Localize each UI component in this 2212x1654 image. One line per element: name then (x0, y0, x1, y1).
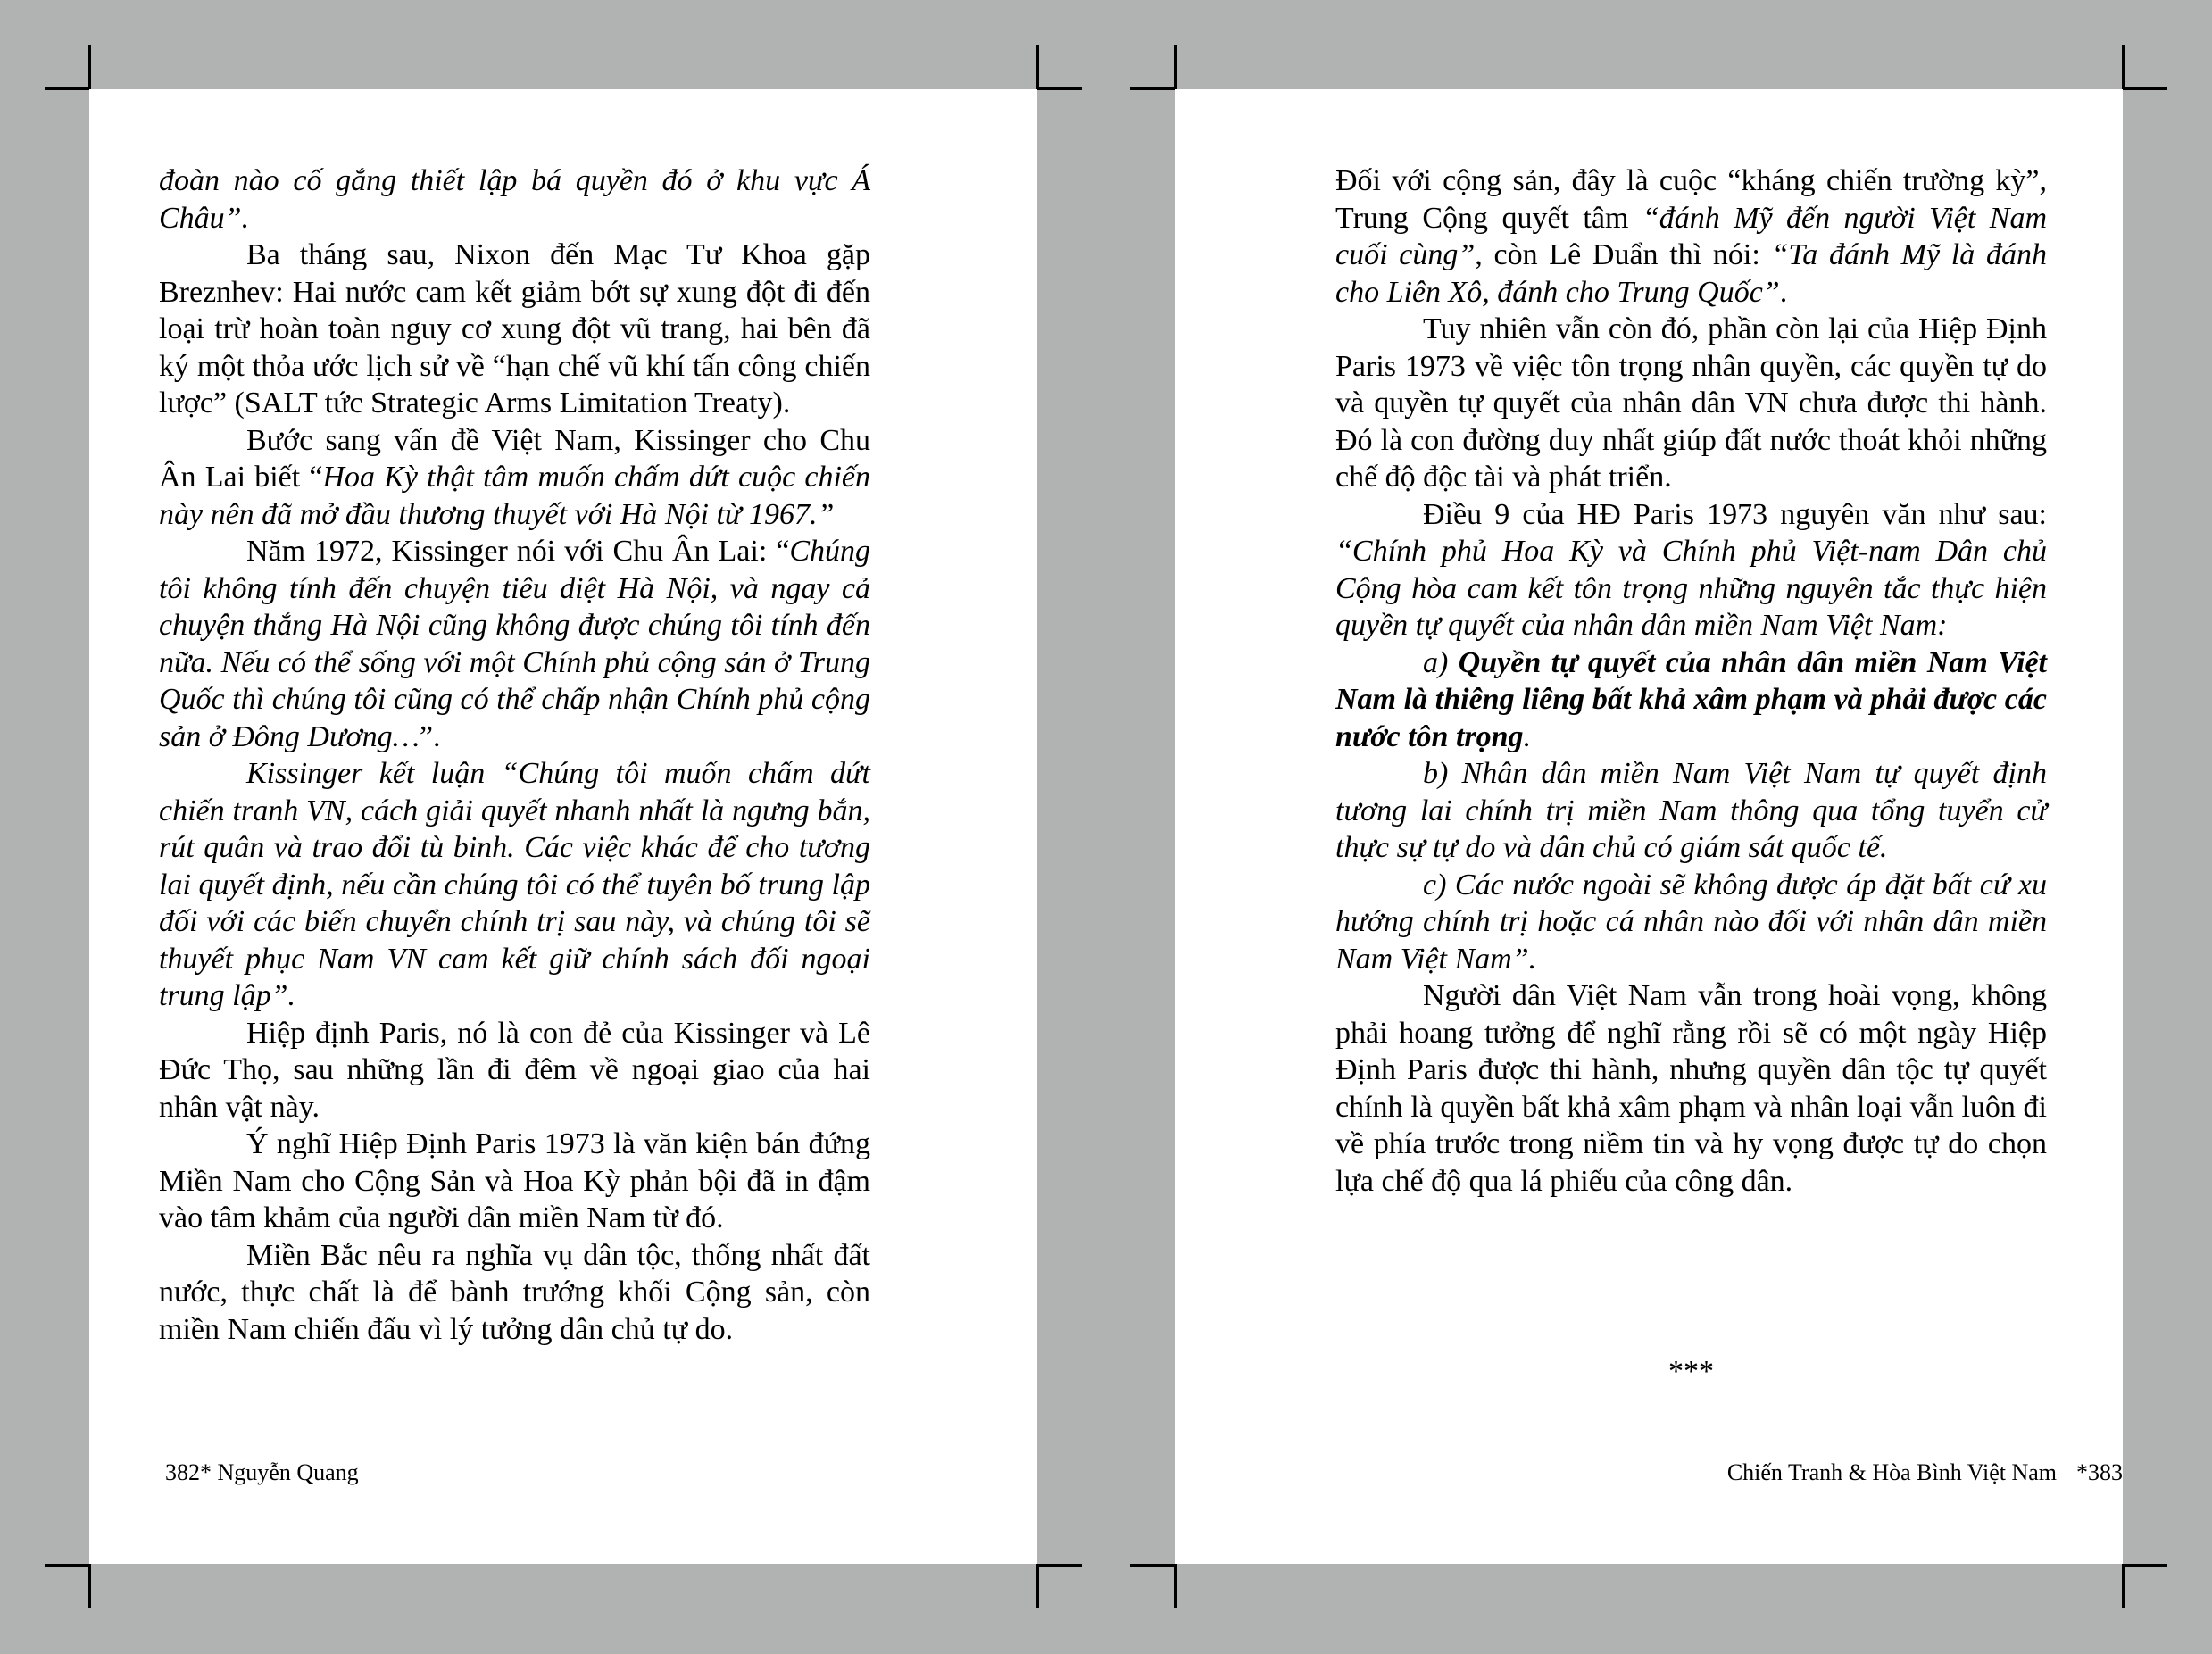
text-segment: b) Nhân dân miền Nam Việt Nam tự quyết định tương lai chính trị miền Nam thông qua tổng tuyển cử thực sự tự do và dân chủ có giám sát quốc tế. (1335, 757, 2047, 864)
crop-mark (1037, 1564, 1082, 1567)
right-page-body (1335, 162, 2047, 1200)
text-segment: . (1779, 275, 1788, 309)
right-page-footer (1727, 1459, 2123, 1486)
crop-mark (1036, 45, 1039, 89)
paragraph (1335, 311, 2047, 496)
text-segment: , còn Lê Duẩn thì nói: (1475, 238, 1772, 271)
text-segment: Năm 1972, Kissinger nói với Chu Ân Lai: “ (246, 535, 790, 568)
right-page (1175, 89, 2123, 1564)
paragraph (1335, 496, 2047, 644)
paragraph (1335, 644, 2047, 756)
paragraph (1335, 867, 2047, 978)
crop-mark (1036, 1564, 1039, 1608)
text-segment: c) Các nước ngoài sẽ không được áp đặt bất cứ xu hướng chính trị hoặc cá nhân nào đối với nhân dân miền Nam Việt Nam”. (1335, 868, 2047, 976)
text-segment: Người dân Việt Nam vẫn trong hoài vọng, không phải hoang tưởng để nghĩ rằng rồi sẽ có một ngày Hiệp Định Paris được thi hành, nhưng quyền dân tộc tự quyết chính là quyền bất khả xâm phạm và nhân loại vẫn luôn đi về phía trước trong niềm tin và hy vọng được tự do chọn lựa chế độ qua lá phiếu của công dân. (1335, 979, 2047, 1198)
paragraph (1335, 755, 2047, 867)
text-segment: Tuy nhiên vẫn còn đó, phần còn lại của Hiệp Định Paris 1973 về việc tôn trọng nhân quyền, các quyền tự do và quyền tự quyết của nhân dân VN chưa được thi hành. Đó là con đường duy nhất giúp đất nước thoát khỏi những chế độ độc tài và phát triển. (1335, 312, 2047, 494)
crop-mark (1174, 1564, 1177, 1608)
crop-mark (1037, 87, 1082, 90)
text-segment: a) (1423, 645, 1459, 679)
crop-mark (2122, 45, 2125, 89)
text-segment: “Ta đánh Mỹ là đánh cho Liên Xô, đánh cho Trung Quốc” (1335, 238, 2047, 309)
left-page-body (159, 162, 870, 1348)
text-segment: ”. (419, 719, 441, 753)
section-separator: *** (1668, 1355, 1714, 1388)
text-segment: “Chính phủ Hoa Kỳ và Chính phủ Việt-nam Dân chủ Cộng hòa cam kết tôn trọng những nguyên tắc thực hiện quyền tự quyết của nhân dân miền Nam Việt Nam: (1335, 535, 2047, 642)
text-segment: Hoa Kỳ thật tâm muốn chấm dứt cuộc chiến này nên đã mở đầu thương thuyết với Hà Nội từ 1967.” (159, 461, 870, 531)
paragraph (159, 237, 870, 422)
paragraph (159, 533, 870, 755)
crop-mark (1130, 87, 1175, 90)
footer-page-number: *383 (2076, 1459, 2123, 1485)
paragraph (159, 422, 870, 534)
text-segment: Ba tháng sau, Nixon đến Mạc Tư Khoa gặp Breznhev: Hai nước cam kết giảm bớt sự xung đột đi đến loại trừ hoàn toàn nguy cơ xung đột vũ trang, hai bên đã ký một thỏa ước lịch sử về “hạn chế vũ khí tấn công chiến lược” (SALT tức Strategic Arms Limitation Treaty). (159, 238, 870, 420)
crop-mark (2123, 1564, 2167, 1567)
crop-mark (88, 1564, 91, 1608)
text-segment: Quyền tự quyết của nhân dân miền Nam Việt Nam là thiêng liêng bất khả xâm phạm và phải được các nước tôn trọng (1335, 645, 2047, 753)
text-segment: Kissinger kết luận “Chúng tôi muốn chấm dứt chiến tranh VN, cách giải quyết nhanh nhất là ngưng bắn, rút quân và trao đổi tù binh. Các việc khác để cho tương lai quyết định, nếu cần chúng tôi có thể tuyên bố trung lập đối với các biến chuyển chính trị sau này, và chúng tôi sẽ thuyết phục Nam VN cam kết giữ chính sách đối ngoại trung lập”. (159, 757, 870, 1012)
crop-mark (1130, 1564, 1175, 1567)
paragraph (159, 1015, 870, 1126)
crop-mark (1174, 45, 1177, 89)
left-page (89, 89, 1037, 1564)
text-segment: Ý nghĩ Hiệp Định Paris 1973 là văn kiện bán đứng Miền Nam cho Cộng Sản và Hoa Kỳ phản bội đã in đậm vào tâm khảm của người dân miền Nam từ đó. (159, 1127, 870, 1234)
paragraph (159, 162, 870, 237)
crop-mark (45, 87, 89, 90)
left-page-footer: 382* Nguyễn Quang (165, 1459, 359, 1485)
text-segment: Điều 9 của HĐ Paris 1973 nguyên văn như sau: (1423, 497, 2047, 531)
text-segment: Miền Bắc nêu ra nghĩa vụ dân tộc, thống nhất đất nước, thực chất là để bành trướng khối Cộng sản, còn miền Nam chiến đấu vì lý tưởng dân chủ tự do. (159, 1238, 870, 1346)
paragraph (159, 1126, 870, 1237)
paragraph (1335, 162, 2047, 311)
crop-mark (2122, 1564, 2125, 1608)
crop-mark (88, 45, 91, 89)
crop-mark (45, 1564, 89, 1567)
paragraph (159, 755, 870, 1015)
text-segment: đoàn nào cố gắng thiết lập bá quyền đó ở khu vực Á Châu”. (159, 164, 870, 235)
text-segment: “đánh Mỹ đến người Việt Nam cuối cùng” (1335, 201, 2047, 271)
text-segment: Bước sang vấn đề Việt Nam, Kissinger cho Chu Ân Lai biết “ (159, 423, 870, 494)
footer-book-title: Chiến Tranh & Hòa Bình Việt Nam (1726, 1459, 2057, 1485)
text-segment: Đối với cộng sản, đây là cuộc “kháng chiến trường kỳ”, Trung Cộng quyết tâm (1335, 164, 2047, 235)
paragraph (1335, 977, 2047, 1200)
text-segment: Hiệp định Paris, nó là con đẻ của Kissinger và Lê Đức Thọ, sau những lần đi đêm về ngoại giao của hai nhân vật này. (159, 1016, 870, 1124)
crop-mark (2123, 87, 2167, 90)
text-segment: Chúng tôi không tính đến chuyện tiêu diệt Hà Nội, và ngay cả chuyện thắng Hà Nội cũng không được chúng tôi tính đến nữa. Nếu có thể sống với một Chính phủ cộng sản ở Trung Quốc thì chúng tôi cũng có thể chấp nhận Chính phủ cộng sản ở Đông Dương… (159, 535, 870, 753)
text-segment: . (1523, 719, 1532, 753)
paragraph (159, 1237, 870, 1349)
